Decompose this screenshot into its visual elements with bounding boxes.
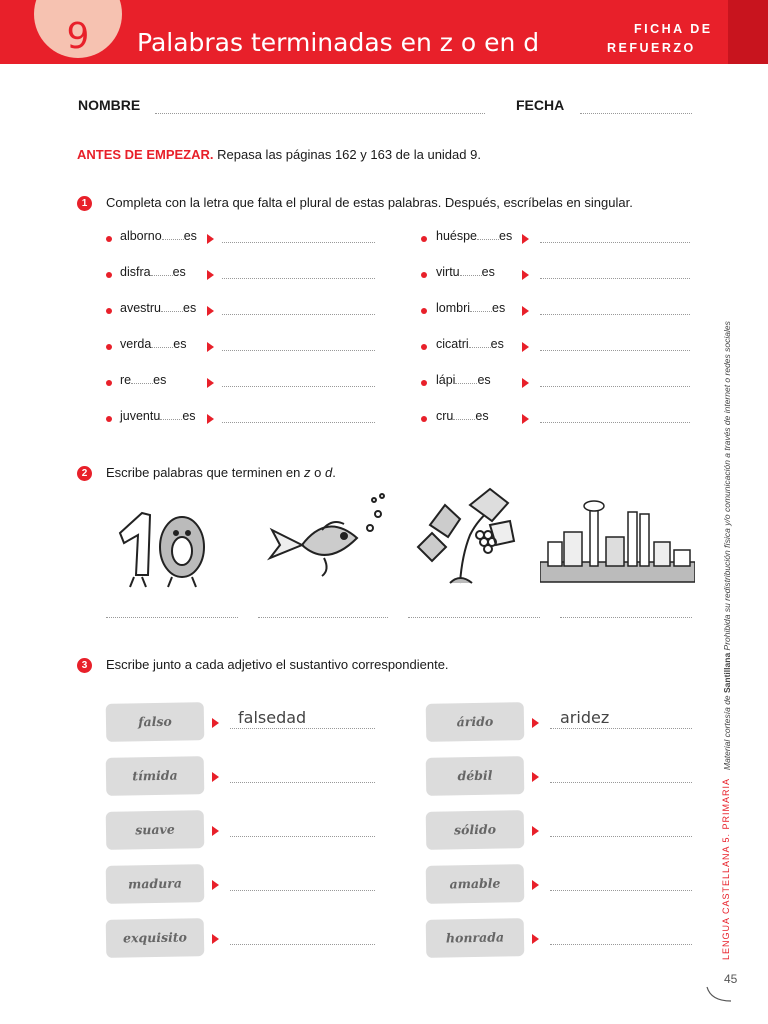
worksheet-tag-line2: REFUERZO	[607, 41, 696, 55]
arrow-icon	[522, 306, 529, 316]
missing-letter-field[interactable]	[162, 239, 184, 240]
word-to-complete	[120, 373, 166, 387]
instruction-text: Escribe palabras que terminen en	[106, 465, 305, 480]
arrow-icon	[207, 306, 214, 316]
intro-highlight: ANTES DE EMPEZAR.	[77, 147, 214, 162]
singular-answer-field[interactable]	[222, 278, 375, 279]
word-suffix: es	[173, 337, 187, 351]
arrow-icon	[532, 880, 539, 890]
word-to-complete	[120, 337, 186, 351]
grapevine-illustration	[410, 485, 525, 585]
answer-field-fish[interactable]	[258, 617, 388, 618]
singular-answer-field[interactable]	[540, 386, 690, 387]
word-suffix: es	[183, 229, 197, 243]
word-stem: alborno	[120, 229, 162, 243]
bullet-icon	[106, 416, 112, 422]
intro-text: Repasa las páginas 162 y 163 de la unidad 9.	[217, 147, 481, 162]
singular-answer-field[interactable]	[222, 350, 375, 351]
word-stem: cicatri	[436, 337, 469, 351]
arrow-icon	[522, 378, 529, 388]
arrow-icon	[212, 718, 219, 728]
word-to-complete	[436, 265, 495, 279]
word-stem: disfra	[120, 265, 151, 279]
arrow-icon	[212, 880, 219, 890]
singular-answer-field[interactable]	[540, 242, 690, 243]
arrow-icon	[207, 234, 214, 244]
noun-answer-field[interactable]	[230, 836, 375, 837]
instruction-letter-z: z	[304, 465, 311, 480]
adjective-chip: exquisito	[106, 918, 205, 958]
word-suffix: es	[172, 265, 186, 279]
answer-field-grapevine[interactable]	[408, 617, 540, 618]
noun-answer-field[interactable]	[230, 782, 375, 783]
arrow-icon	[532, 718, 539, 728]
noun-answer-field[interactable]	[550, 782, 692, 783]
adjective-chip: árido	[426, 702, 525, 742]
missing-letter-field[interactable]	[455, 383, 477, 384]
subject-label: LENGUA CASTELLANA 5. PRIMARIA	[721, 777, 731, 960]
missing-letter-field[interactable]	[160, 419, 182, 420]
singular-answer-field[interactable]	[540, 422, 690, 423]
word-to-complete	[436, 373, 491, 387]
arrow-icon	[207, 342, 214, 352]
word-suffix: es	[490, 337, 504, 351]
legal-text: Prohibida su redistribución física y/o comunicación a través de internet o redes sociales	[722, 321, 732, 651]
missing-letter-field[interactable]	[469, 347, 491, 348]
arrow-icon	[207, 378, 214, 388]
bullet-icon	[106, 344, 112, 350]
answer-field-city[interactable]	[560, 617, 692, 618]
intro-line	[77, 147, 481, 162]
legal-prefix: Material cortesía de	[722, 692, 732, 770]
bullet-icon	[421, 380, 427, 386]
noun-answer-field[interactable]	[230, 890, 375, 891]
legal-notice	[722, 321, 738, 770]
missing-letter-field[interactable]	[131, 383, 153, 384]
arrow-icon	[522, 342, 529, 352]
arrow-icon	[532, 826, 539, 836]
singular-answer-field[interactable]	[540, 278, 690, 279]
arrow-icon	[212, 772, 219, 782]
adjective-chip: débil	[426, 756, 525, 796]
arrow-icon	[522, 414, 529, 424]
word-to-complete	[436, 301, 505, 315]
exercise-number: 1	[77, 196, 92, 211]
singular-answer-field[interactable]	[222, 422, 375, 423]
word-stem: lápi	[436, 373, 456, 387]
word-to-complete	[436, 409, 489, 423]
date-label: FECHA	[516, 97, 565, 113]
adjective-chip: madura	[106, 864, 205, 904]
adjective-chip: falso	[106, 702, 205, 742]
noun-answer-field[interactable]	[230, 728, 375, 729]
bullet-icon	[106, 308, 112, 314]
word-stem: verda	[120, 337, 152, 351]
arrow-icon	[207, 414, 214, 424]
arrow-icon	[212, 826, 219, 836]
handwritten-answer: falsedad	[238, 708, 307, 727]
bullet-icon	[421, 272, 427, 278]
page-curl-icon	[705, 985, 735, 1005]
word-stem: lombri	[436, 301, 471, 315]
missing-letter-field[interactable]	[460, 275, 482, 276]
arrow-icon	[522, 270, 529, 280]
fish-illustration	[262, 490, 392, 585]
word-suffix: es	[499, 229, 513, 243]
word-to-complete	[120, 265, 186, 279]
noun-answer-field[interactable]	[550, 728, 692, 729]
word-stem: juventu	[120, 409, 161, 423]
noun-answer-field[interactable]	[550, 890, 692, 891]
singular-answer-field[interactable]	[540, 314, 690, 315]
exercise-instruction: Completa con la letra que falta el plural de estas palabras. Después, escríbelas en singular.	[106, 195, 633, 210]
word-suffix: es	[183, 301, 197, 315]
word-to-complete	[436, 337, 504, 351]
adjective-chip: tímida	[106, 756, 205, 796]
missing-letter-field[interactable]	[477, 239, 499, 240]
date-field[interactable]	[580, 113, 692, 114]
singular-answer-field[interactable]	[222, 386, 375, 387]
adjective-chip: honrada	[426, 918, 525, 958]
word-to-complete	[120, 229, 197, 243]
arrow-icon	[207, 270, 214, 280]
word-suffix: es	[475, 409, 489, 423]
noun-answer-field[interactable]	[550, 944, 692, 945]
arrow-icon	[522, 234, 529, 244]
arrow-icon	[532, 934, 539, 944]
bullet-icon	[421, 344, 427, 350]
missing-letter-field[interactable]	[470, 311, 492, 312]
answer-field-ten[interactable]	[106, 617, 238, 618]
word-suffix: es	[481, 265, 495, 279]
bullet-icon	[421, 236, 427, 242]
word-suffix: es	[492, 301, 506, 315]
exercise-number: 2	[77, 466, 92, 481]
bullet-icon	[106, 236, 112, 242]
word-stem: re	[120, 373, 132, 387]
missing-letter-field[interactable]	[453, 419, 475, 420]
word-stem: huéspe	[436, 229, 478, 243]
bullet-icon	[106, 380, 112, 386]
instruction-end: .	[332, 465, 336, 480]
word-suffix: es	[182, 409, 196, 423]
singular-answer-field[interactable]	[222, 242, 375, 243]
adjective-chip: amable	[426, 864, 525, 904]
bullet-icon	[421, 416, 427, 422]
handwritten-answer: aridez	[560, 708, 610, 727]
word-to-complete	[120, 301, 196, 315]
name-label: NOMBRE	[78, 97, 141, 113]
word-stem: virtu	[436, 265, 460, 279]
singular-answer-field[interactable]	[540, 350, 690, 351]
missing-letter-field[interactable]	[151, 347, 173, 348]
word-stem: cru	[436, 409, 454, 423]
word-to-complete	[436, 229, 512, 243]
exercise-instruction: Escribe junto a cada adjetivo el sustantivo correspondiente.	[106, 657, 449, 672]
adjective-chip: sólido	[426, 810, 525, 850]
legal-brand: Santillana	[722, 652, 732, 693]
missing-letter-field[interactable]	[151, 275, 173, 276]
bullet-icon	[106, 272, 112, 278]
name-field[interactable]	[155, 113, 485, 114]
noun-answer-field[interactable]	[550, 836, 692, 837]
word-to-complete	[120, 409, 196, 423]
bullet-icon	[421, 308, 427, 314]
ten-illustration	[112, 505, 212, 590]
missing-letter-field[interactable]	[161, 311, 183, 312]
page-title: Palabras terminadas en z o en d	[137, 28, 540, 57]
instruction-connector: o	[310, 465, 325, 480]
adjective-chip: suave	[106, 810, 205, 850]
unit-number: 9	[66, 16, 90, 57]
worksheet-tag-line1: FICHA DE	[634, 22, 713, 36]
noun-answer-field[interactable]	[230, 944, 375, 945]
word-stem: avestru	[120, 301, 161, 315]
word-suffix: es	[477, 373, 491, 387]
page-number: 45	[724, 972, 738, 986]
instruction-letter-d: d	[324, 465, 333, 480]
singular-answer-field[interactable]	[222, 314, 375, 315]
arrow-icon	[532, 772, 539, 782]
word-suffix: es	[153, 373, 167, 387]
city-illustration	[540, 492, 695, 587]
exercise-number: 3	[77, 658, 92, 673]
arrow-icon	[212, 934, 219, 944]
header-fold	[728, 0, 768, 64]
exercise-instruction	[106, 465, 336, 480]
